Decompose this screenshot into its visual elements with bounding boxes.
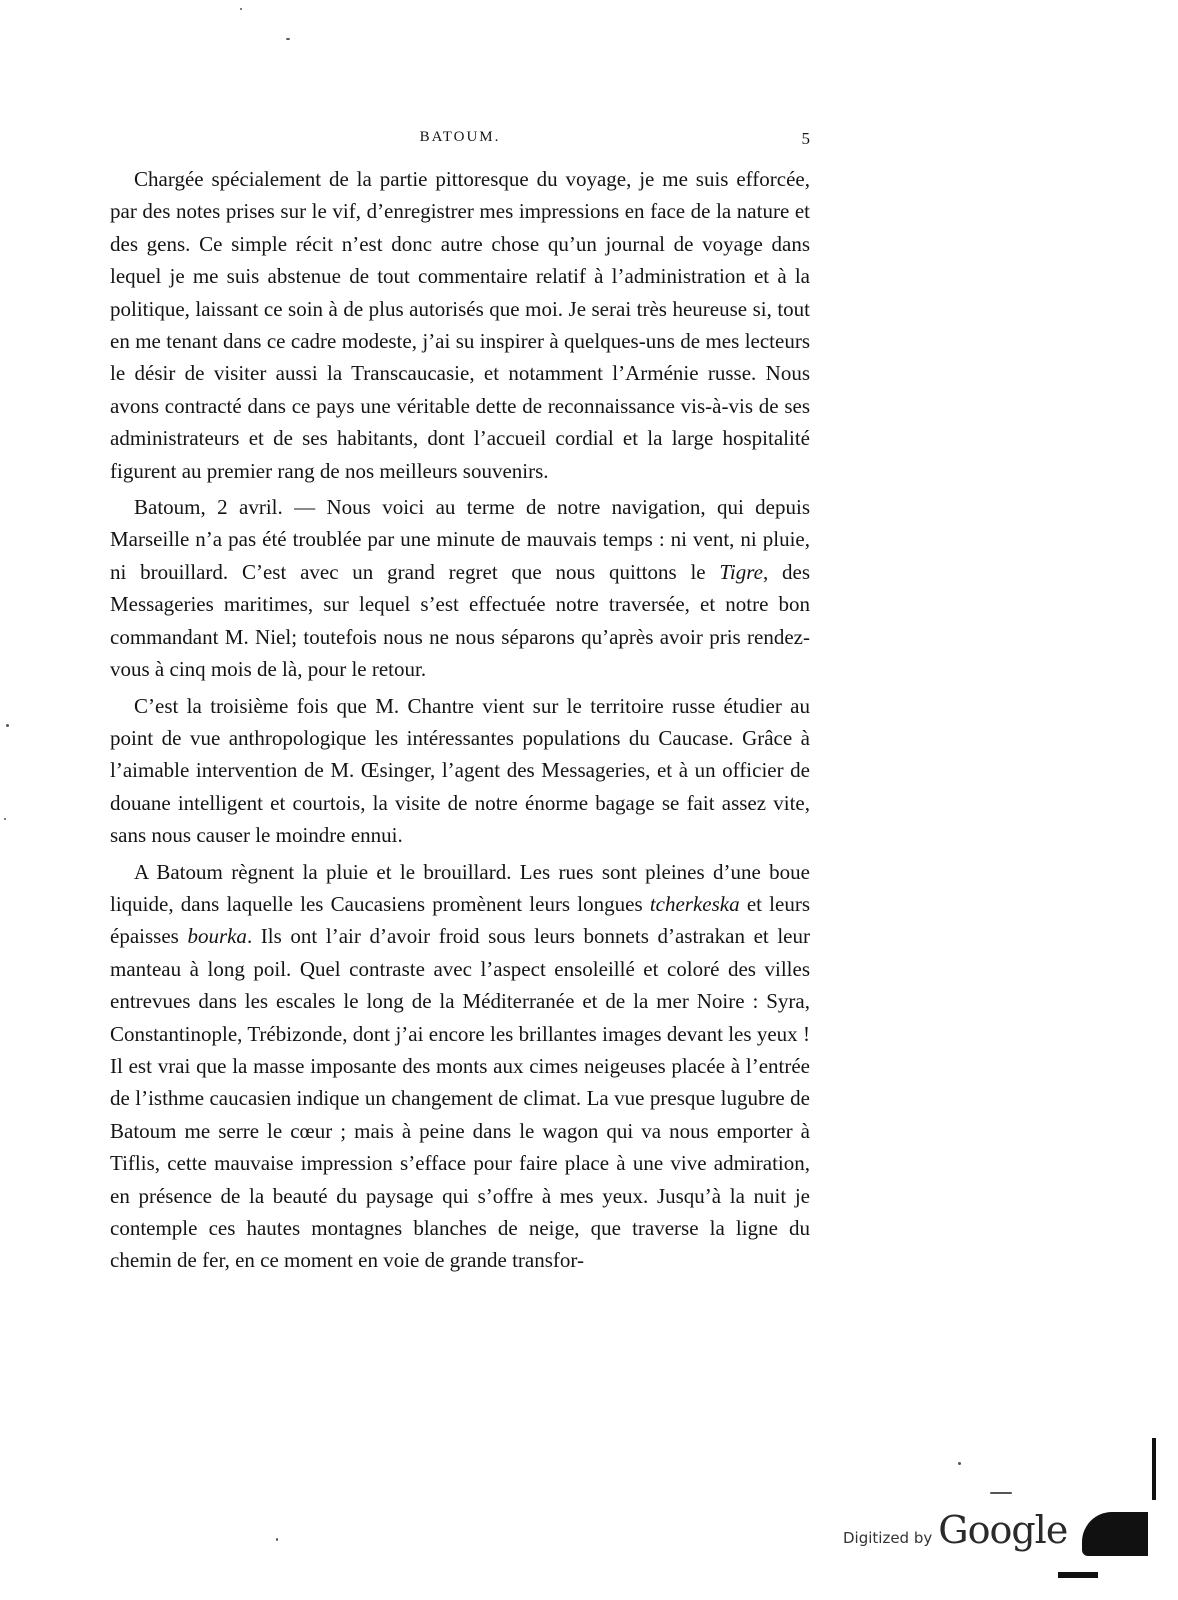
paragraph-2-text-b: , des Messageries maritimes, sur lequel s’est effectuée notre traversée, et notre bon commandant M. Niel; toutefois nous ne nous séparons qu’après avoir pris rendez-vous à cinq mois de là, pour le retour. <box>110 559 810 682</box>
scan-edge-mark <box>1058 1572 1098 1578</box>
scan-speck <box>958 1462 961 1465</box>
paragraph-4-text-a: A Batoum règnent la pluie et le brouillard. Les rues sont pleines d’une boue liquide, dans laquelle les Caucasiens promènent leurs longues <box>110 859 810 916</box>
scan-speck <box>286 38 290 40</box>
body-text <box>110 163 810 1277</box>
paragraph-4-text-c: . Ils ont l’air d’avoir froid sous leurs bonnets d’astrakan et leur manteau à long poil. Quel contraste avec l’aspect ensoleillé et coloré des villes entrevues dans les escales le long de la Méditerranée et de la mer Noire : Syra, Constantinople, Trébizonde, dont j’ai encore les brillantes images devant les yeux ! Il est vrai que la masse imposante des monts aux cimes neigeuses placée à l’entrée de l’isthme caucasien indique un changement de climat. La vue presque lugubre de Batoum me serre le cœur ; mais à peine dans le wagon qui va nous emporter à Tiflis, cette mauvaise impression s’efface pour faire place à une vive admiration, en présence de la beauté du paysage qui s’offre à mes yeux. Jusqu’à la nuit je contemple ces hautes montagnes blanches de neige, que traverse la ligne du chemin de fer, en ce moment en voie de grande transfor- <box>110 924 810 1273</box>
scan-speck <box>276 1538 278 1541</box>
paragraph-2 <box>110 491 810 685</box>
paragraph-4 <box>110 856 810 1277</box>
paragraph-1: Chargée spécialement de la partie pittoresque du voyage, je me suis efforcée, par des notes prises sur le vif, d’enregistrer mes impressions en face de la nature et des gens. Ce simple récit n’est donc autre chose qu’un journal de voyage dans lequel je me suis abstenue de tout commentaire relatif à l’administration et à la politique, laissant ce soin à de plus autorisés que moi. Je serai très heureuse si, tout en me tenant dans ce cadre modeste, j’ai su inspirer à quelques-uns de mes lecteurs le désir de visiter aussi la Transcaucasie, et notamment l’Arménie russe. Nous avons contracté dans ce pays une véritable dette de reconnaissance vis-à-vis de ses administrateurs et de ses habitants, dont l’accueil cordial et la large hospitalité figurent au premier rang de nos meilleurs souvenirs. <box>110 167 810 483</box>
ship-name-italic: Tigre <box>719 559 763 584</box>
digitization-watermark <box>843 1508 1067 1558</box>
page-number: 5 <box>801 129 810 148</box>
scan-speck <box>240 8 242 10</box>
page-header <box>110 129 810 157</box>
bourka-italic: bourka <box>187 924 247 949</box>
paragraph-2-text-a: Batoum, 2 avril. — Nous voici au terme de notre navigation, qui depuis Marseille n’a pas été troublée par une minute de mauvais temps : ni vent, ni pluie, ni brouillard. C’est avec un grand regret que nous quittons le <box>110 495 810 584</box>
digitized-by-label: Digitized by <box>843 1529 933 1547</box>
google-logo: Google <box>938 1508 1068 1552</box>
tcherkeska-italic: tcherkeska <box>649 891 740 916</box>
scan-speck <box>4 818 6 820</box>
scan-edge-mark <box>1082 1512 1148 1556</box>
paragraph-3: C’est la troisième fois que M. Chantre vient sur le territoire russe étudier au point de vue anthropologique les intéressantes populations du Caucase. Grâce à l’aimable intervention de M. Œsinger, l’agent des Messageries, et à un officier de douane intelligent et courtois, la visite de notre énorme bagage se fait assez vite, sans nous causer le moindre ennui. <box>110 693 810 848</box>
scan-speck <box>6 724 9 727</box>
scan-edge-mark <box>1152 1438 1156 1500</box>
running-title: BATOUM. <box>419 129 501 145</box>
paragraph-4-text-b: et leurs épaisses <box>110 891 810 949</box>
scan-speck <box>990 1492 1012 1494</box>
